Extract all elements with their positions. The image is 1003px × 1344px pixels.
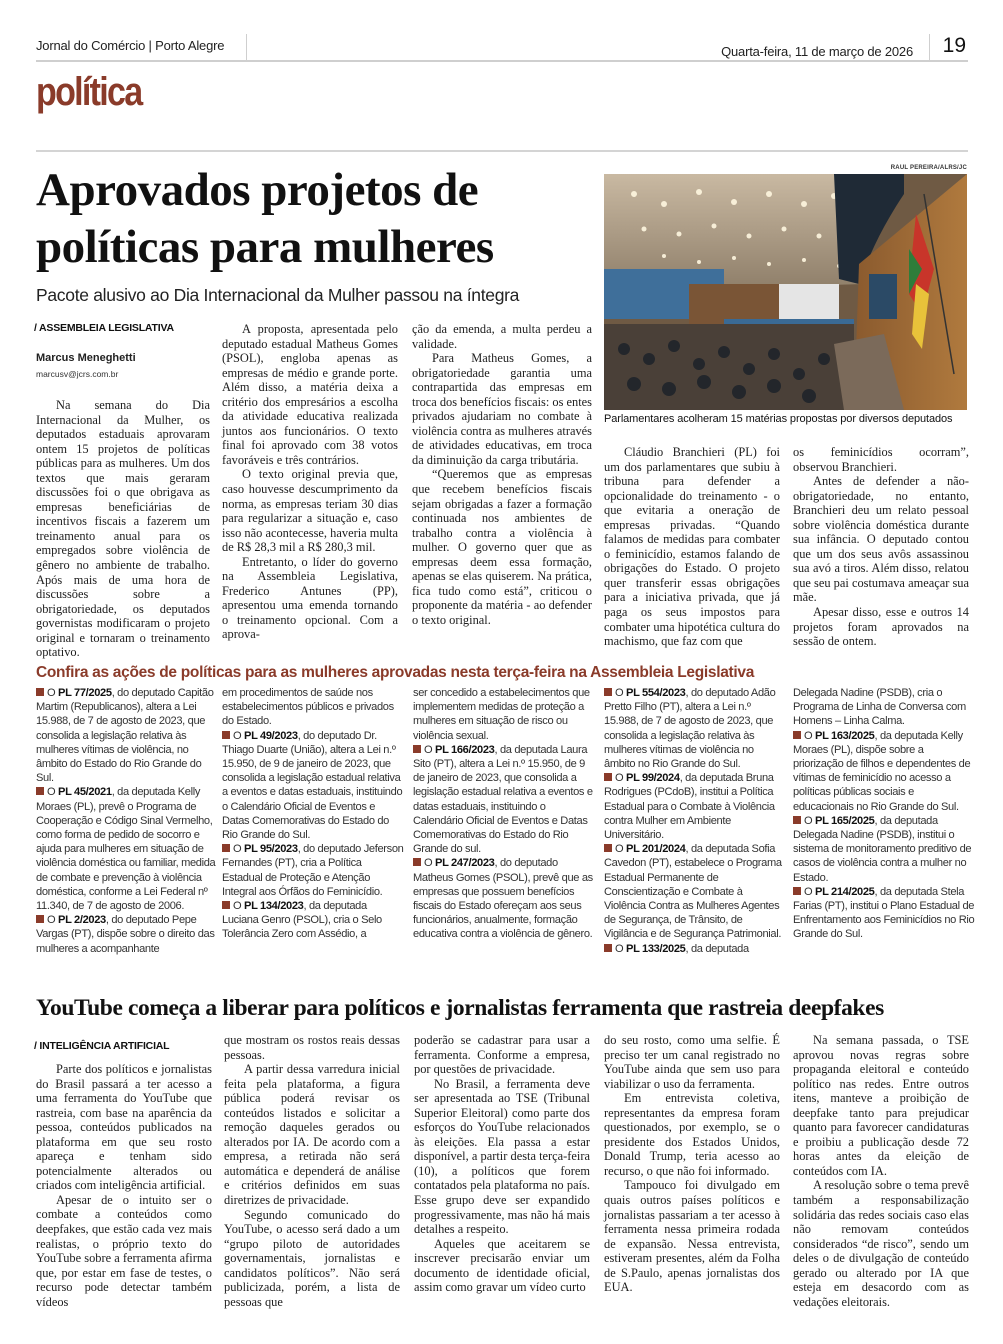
bill-list-item xyxy=(222,842,404,899)
bill-list-item xyxy=(36,785,218,913)
plenary-photo-illustration xyxy=(604,174,967,410)
bill-code: PL 45/2021 xyxy=(58,786,112,799)
article-kicker: / ASSEMBLEIA LEGISLATIVA xyxy=(34,322,174,334)
bill-list-item xyxy=(604,686,786,771)
item-prefix: O xyxy=(424,743,436,756)
article-paragraph: Entretanto, o líder do governo na Assembleia Legislativa, Frederico Antunes (PP), apresentou uma emenda tornando o treinamento opcional. Com a aprova- xyxy=(222,554,398,642)
bill-description: , do deputado Jeferson Fernandes (PT), cria a Política Estadual de Proteção e Atenção Integral aos Órfãos do Feminicídio. xyxy=(222,843,404,898)
square-bullet-icon xyxy=(604,688,612,696)
article-paragraph: do seu rosto, como uma selfie. É preciso ter um canal registrado no YouTube ainda que sem uso para viabilizar o uso da ferramenta. xyxy=(604,1033,780,1091)
square-bullet-icon xyxy=(413,858,421,866)
bill-list-item xyxy=(222,899,404,942)
photo-caption: Parlamentares acolheram 15 matérias propostas por diversos deputados xyxy=(604,413,953,425)
bill-code: PL 77/2025 xyxy=(58,687,112,699)
item-prefix: O xyxy=(804,729,816,742)
article-paragraph: Na semana passada, o TSE aprovou novas regras sobre propaganda eleitoral e conteúdo político nas redes. Entre outros itens, manteve a proibição de deepfake tanto para prejudicar quanto para favorecer candidaturas e proibiu a publicação desde 72 horas antes da eleição de conteúdos com IA. xyxy=(793,1033,969,1178)
newspaper-name: Jornal do Comércio | Porto Alegre xyxy=(36,38,225,53)
box-item-continuation: ser concedido a estabelecimentos que implementem medidas de proteção a mulheres em situação de risco ou violência sexual. xyxy=(413,687,590,742)
article-column xyxy=(793,445,969,649)
article-paragraph: A proposta, apresentada pelo deputado estadual Matheus Gomes (PSOL), engloba apenas as empresas de médio e grande porte. Além disso, a matéria deixa a critério dos empresários a escolha da atividade educativa realizada juntos aos funcionários. O texto final foi aprovado com 38 votos favoráveis e três contrários. xyxy=(222,322,398,467)
bill-description: , da deputada Sofia Cavedon (PT), estabelece o Programa Estadual Permanente de Conscientização e Combate à Violência Contra as Mulheres Agentes de Segurança, de Trânsito, de Vigilância e de Segurança Patrimonial. xyxy=(604,843,782,941)
bill-list-item xyxy=(36,913,218,956)
article-paragraph: A resolução sobre o tema prevê também a responsabilização solidária das redes sociais caso elas não removam conteúdos considerados “de risco”, sendo um deles o de divulgação de conteúdo gerado ou alterado por IA que esteja em desacordo com as vedações eleitorais. xyxy=(793,1178,969,1309)
square-bullet-icon xyxy=(222,844,230,852)
article-column xyxy=(36,398,210,660)
bill-list-item xyxy=(793,885,975,942)
article-paragraph: Na semana do Dia Internacional da Mulher, os deputados estaduais aprovaram ontem 15 projetos de políticas públicas para as mulheres. Um dos textos que mais geraram discussões foi o que obrigava as empresas beneficiárias de incentivos fiscais a fazerem um treinamento anual para os empregados sobre violência de gênero no ambiente de trabalho. Após mais de uma hora de discussões sobre a obrigatoriedade, os deputados governistas modificaram o projeto original e tornaram o treinamento optativo. xyxy=(36,398,210,660)
square-bullet-icon xyxy=(222,731,230,739)
item-prefix: O xyxy=(615,687,627,699)
bill-description: , da deputada xyxy=(685,942,749,955)
square-bullet-icon xyxy=(36,787,44,795)
article-column xyxy=(793,1033,969,1309)
box-column xyxy=(413,686,595,942)
bill-code: PL 214/2025 xyxy=(815,885,875,898)
bill-description: , da deputada Kelly Moraes (PL), dispõe sobre a priorização de filhos e dependentes de vítimas de feminicídio no acesso a políticas públicas sociais e educacionais no Rio Grande do Sul. xyxy=(793,729,971,813)
bill-code: PL 2/2023 xyxy=(58,914,106,927)
item-prefix: O xyxy=(615,772,627,785)
bill-description: , do deputado Adão Pretto Filho (PT), altera a Lei n.º 15.988, de 7 de agosto de 2023, que consolida a legislação relativa às mulheres vítimas de violência no âmbito no Rio Grande do Sul. xyxy=(604,687,776,771)
article-kicker: / INTELIGÊNCIA ARTIFICIAL xyxy=(34,1040,170,1052)
article-paragraph: Parte dos políticos e jornalistas do Brasil passará a ter acesso a uma ferramenta do YouTube que rastreia, com base na aparência da pessoa, conteúdos publicados na plataforma em que seu rosto apareça e tenham sido potencialmente alterados ou criados com inteligência artificial. xyxy=(36,1062,212,1193)
masthead-divider xyxy=(246,34,247,60)
masthead xyxy=(36,36,968,62)
article-column xyxy=(604,1033,780,1295)
bill-code: PL 247/2023 xyxy=(435,857,495,870)
bill-list-item xyxy=(413,743,595,857)
bill-code: PL 554/2023 xyxy=(626,687,686,699)
bill-list-item xyxy=(413,856,595,941)
square-bullet-icon xyxy=(604,944,612,952)
item-prefix: O xyxy=(233,843,245,856)
item-prefix: O xyxy=(804,885,816,898)
article-column xyxy=(604,445,780,649)
article-paragraph: Apesar disso, esse e outros 14 projetos foram aprovados na sessão de ontem. xyxy=(793,605,969,649)
bill-code: PL 49/2023 xyxy=(244,729,298,742)
bill-list-item xyxy=(604,842,786,941)
item-prefix: O xyxy=(615,843,627,856)
bill-description: , do deputado Capitão Martim (Republicanos), altera a Lei 15.988, de 7 de agosto de 2023, que consolida a legislação relativa às mulheres vítimas de violência, no âmbito do Estado do Rio Grande do Sul. xyxy=(36,687,214,785)
article-headline xyxy=(36,162,596,276)
box-item-continuation: em procedimentos de saúde nos estabelecimentos públicos e privados do Estado. xyxy=(222,687,394,728)
bill-list-item xyxy=(604,942,786,956)
article-paragraph: Tampouco foi divulgado em quais outros países políticos e jornalistas passariam a ter acesso à ferramenta nessa primeira rodada de expansão. Nessa entrevista, estiveram presentes, além da Folha de S.Paulo, apenas jornalistas dos EUA. xyxy=(604,1178,780,1295)
author-email[interactable]: marcusv@jcrs.com.br xyxy=(36,369,119,379)
box-item-continuation: Delegada Nadine (PSDB), cria o Programa de Linha de Conversa com Homens – Linha Calma. xyxy=(793,687,966,728)
photo-credit: RAUL PEREIRA/ALRS/JC xyxy=(890,165,967,171)
bill-code: PL 95/2023 xyxy=(244,843,298,856)
section-divider xyxy=(36,150,968,152)
square-bullet-icon xyxy=(793,887,801,895)
square-bullet-icon xyxy=(793,731,801,739)
bill-list-item xyxy=(604,771,786,842)
box-column xyxy=(36,686,218,956)
article-headline: YouTube começa a liberar para políticos e jornalistas ferramenta que rastreia deepfakes xyxy=(36,995,884,1021)
bill-description: , da deputada Stela Farias (PT), institui o Plano Estadual de Enfrentamento aos Feminicídios no Rio Grande do Sul. xyxy=(793,885,975,941)
bill-description: , da deputada Delegada Nadine (PSDB), institui o sistema de monitoramento preditivo de casos de violência contra a mulher no Estado. xyxy=(793,814,972,884)
bill-list-item xyxy=(36,686,218,785)
item-prefix: O xyxy=(47,914,59,927)
article-paragraph: No Brasil, a ferramenta deve ser apresentada ao TSE (Tribunal Superior Eleitoral) como parte dos esforços do YouTube relacionados às eleições. Ela passa a estar disponível, a partir desta terça-feira (10), a políticos que forem contatados pela plataforma no país. Esse grupo deve ser expandido progressivamente, mas não há mais detalhes a respeito. xyxy=(414,1076,590,1237)
item-prefix: O xyxy=(233,900,245,913)
bill-list-item xyxy=(793,814,975,885)
bill-description: , da deputada Luciana Genro (PSOL), cria o Selo Tolerância Zero com Assédio, a xyxy=(222,900,382,941)
bill-description: , do deputado Matheus Gomes (PSOL), prevê que as empresas que possuem benefícios fiscais do Estado ofereçam aos seus funcionários, anualmente, formação educativa contra a violência de gênero. xyxy=(413,857,593,941)
square-bullet-icon xyxy=(604,844,612,852)
bill-list-item xyxy=(793,729,975,814)
item-prefix: O xyxy=(47,786,59,799)
article-column xyxy=(412,322,592,627)
bill-description: , da deputada Kelly Moraes (PL), prevê o Programa de Cooperação e Código Sinal Vermelho, como forma de pedido de socorro e ajuda para mulheres em situação de violência doméstica ou familiar, medida de combate e prevenção à violência doméstica, conforme a Lei Federal nº 11.340, de 7 de agosto de 2006. xyxy=(36,786,216,913)
headline-line-1: Aprovados projetos de xyxy=(36,164,479,216)
article-paragraph: Segundo comunicado do YouTube, o acesso será dado a um “grupo piloto de autoridades governamentais, jornalistas e candidatos políticos”. Não será publicizada, porém, a lista de pessoas que xyxy=(224,1207,400,1309)
item-prefix: O xyxy=(233,729,245,742)
article-photo xyxy=(604,174,967,410)
box-title: Confira as ações de políticas para as mulheres aprovadas nesta terça-feira na Assembleia Legislativa xyxy=(36,664,755,681)
article-paragraph: Aqueles que aceitarem se inscrever precisarão enviar um documento de identidade oficial, assim como gravar um vídeo curto xyxy=(414,1236,590,1295)
article-column xyxy=(414,1033,590,1295)
bill-code: PL 99/2024 xyxy=(626,772,680,785)
article-paragraph: Para Matheus Gomes, a obrigatoriedade garantia uma contrapartida das empresas em troca dos benefícios fiscais: os entes privados ajudariam no combate à violência contra as mulheres através de atividades educativas, em troca da diminuição da carga tributária. xyxy=(412,351,592,467)
article-column xyxy=(36,1062,212,1309)
square-bullet-icon xyxy=(793,816,801,824)
bill-description: , da deputada Bruna Rodrigues (PCdoB), institui a Política Estadual para o Combate à Violência contra Mulher em Ambiente Universitário. xyxy=(604,772,775,842)
box-column xyxy=(604,686,786,956)
bill-description: , da deputada Laura Sito (PT), altera a Lei n.º 15.950, de 9 de janeiro de 2023, que consolida a legislação estadual relativa a eventos e datas estaduais, instituindo o Calendário Oficial de Eventos e Datas Comemorativas do Estado do Rio Grande do sul. xyxy=(413,743,593,856)
article-paragraph: Cláudio Branchieri (PL) foi um dos parlamentares que subiu à tribuna para defender a opcionalidade do treinamento - o que evitaria a oneração de empresas privadas. “Quando falamos de medidas para combater o feminicídio, estamos falando de obrigações do Estado. O projeto quer transferir essas obrigações para a iniciativa privada, que já paga os seus impostos para combater uma hipotética cultura do machismo, que faz com que xyxy=(604,445,780,649)
item-prefix: O xyxy=(424,857,436,870)
article-paragraph: A partir dessa varredura inicial feita pela plataforma, a figura pública poderá revisar os conteúdos listados e solicitar a remoção daqueles gerados ou alterados por IA. De acordo com a empresa, a retirada não será automática e dependerá de análise e critérios definidos em suas diretrizes de privacidade. xyxy=(224,1062,400,1208)
bill-code: PL 133/2025 xyxy=(626,942,686,955)
item-prefix: O xyxy=(804,814,816,827)
bill-description: , do deputado Dr. Thiago Duarte (União), altera a Lei n.º 15.950, de 9 de janeiro de 2023, que consolida a legislação estadual relativa a eventos e datas estaduais, instituindo o Calendário Oficial de Eventos e Datas Comemorativas do Estado do Rio Grande do Sul. xyxy=(222,729,403,842)
bill-list-item xyxy=(222,729,404,843)
article-column xyxy=(222,322,398,642)
square-bullet-icon xyxy=(604,773,612,781)
article-paragraph: ção da emenda, a multa perdeu a validade. xyxy=(412,322,592,351)
author-name: Marcus Meneghetti xyxy=(36,352,136,364)
article-paragraph: Em entrevista coletiva, representantes da empresa foram questionados, por exemplo, se o presidente dos Estados Unidos, Donald Trump, teria acesso ao recurso, o que não foi informado. xyxy=(604,1091,780,1178)
article-paragraph: “Queremos que as empresas que recebem benefícios fiscais sejam obrigadas a fazer a formação continuada nos ambientes de trabalho contra a violência à mulher. O governo quer que as empresas deem essa formação, apenas se elas quiserem. Na prática, fica tudo como está”, criticou o proponente da matéria - ao defender o texto original. xyxy=(412,467,592,627)
square-bullet-icon xyxy=(36,688,44,696)
box-column xyxy=(793,686,975,942)
box-column xyxy=(222,686,404,942)
article-column xyxy=(224,1033,400,1309)
article-paragraph: que mostram os rostos reais dessas pessoas. xyxy=(224,1033,400,1062)
headline-line-2: políticas para mulheres xyxy=(36,221,494,273)
article-subhead: Pacote alusivo ao Dia Internacional da Mulher passou na íntegra xyxy=(36,285,520,305)
page-number: 19 xyxy=(942,34,966,57)
bill-description: , do deputado Pepe Vargas (PT), dispõe sobre o direito das mulheres a acompanhante xyxy=(36,914,215,955)
bill-code: PL 134/2023 xyxy=(244,900,304,913)
square-bullet-icon xyxy=(222,901,230,909)
square-bullet-icon xyxy=(36,915,44,923)
bill-code: PL 201/2024 xyxy=(626,843,686,856)
bill-code: PL 163/2025 xyxy=(815,729,875,742)
article-paragraph: poderão se cadastrar para usar a ferramenta. Conforme a empresa, por questões de privacidade. xyxy=(414,1033,590,1077)
bill-code: PL 165/2025 xyxy=(815,814,875,827)
square-bullet-icon xyxy=(413,745,421,753)
article-paragraph: os feminicídios ocorram”, observou Branchieri. xyxy=(793,445,969,474)
masthead-divider xyxy=(929,34,930,60)
bill-code: PL 166/2023 xyxy=(435,743,495,756)
item-prefix: O xyxy=(47,687,59,699)
publication-date: Quarta-feira, 11 de março de 2026 xyxy=(721,44,913,59)
item-prefix: O xyxy=(615,942,627,955)
article-paragraph: O texto original previa que, caso houvesse descumprimento da norma, as empresas teriam 30 dias para regularizar a situação e, caso isso não acontecesse, haveria multa de R$ 28,3 mil a R$ 280,3 mil. xyxy=(222,467,398,555)
section-title: política xyxy=(36,70,142,114)
article-paragraph: Antes de defender a não-obrigatoriedade, no entanto, Branchieri deu um relato pessoal sobre violência doméstica durante sua infância. O deputado contou que um dos seus avôs assassinou sua avó a tiros. Além disso, relatou que seu pai costumava ameaçar sua mãe. xyxy=(793,474,969,605)
article-paragraph: Apesar de o intuito ser o combate a conteúdos como deepfakes, que estão cada vez mais realistas, o próprio texto do YouTube sobre a ferramenta afirma que, por estar em fase de testes, o recurso pode detectar também vídeos xyxy=(36,1192,212,1309)
